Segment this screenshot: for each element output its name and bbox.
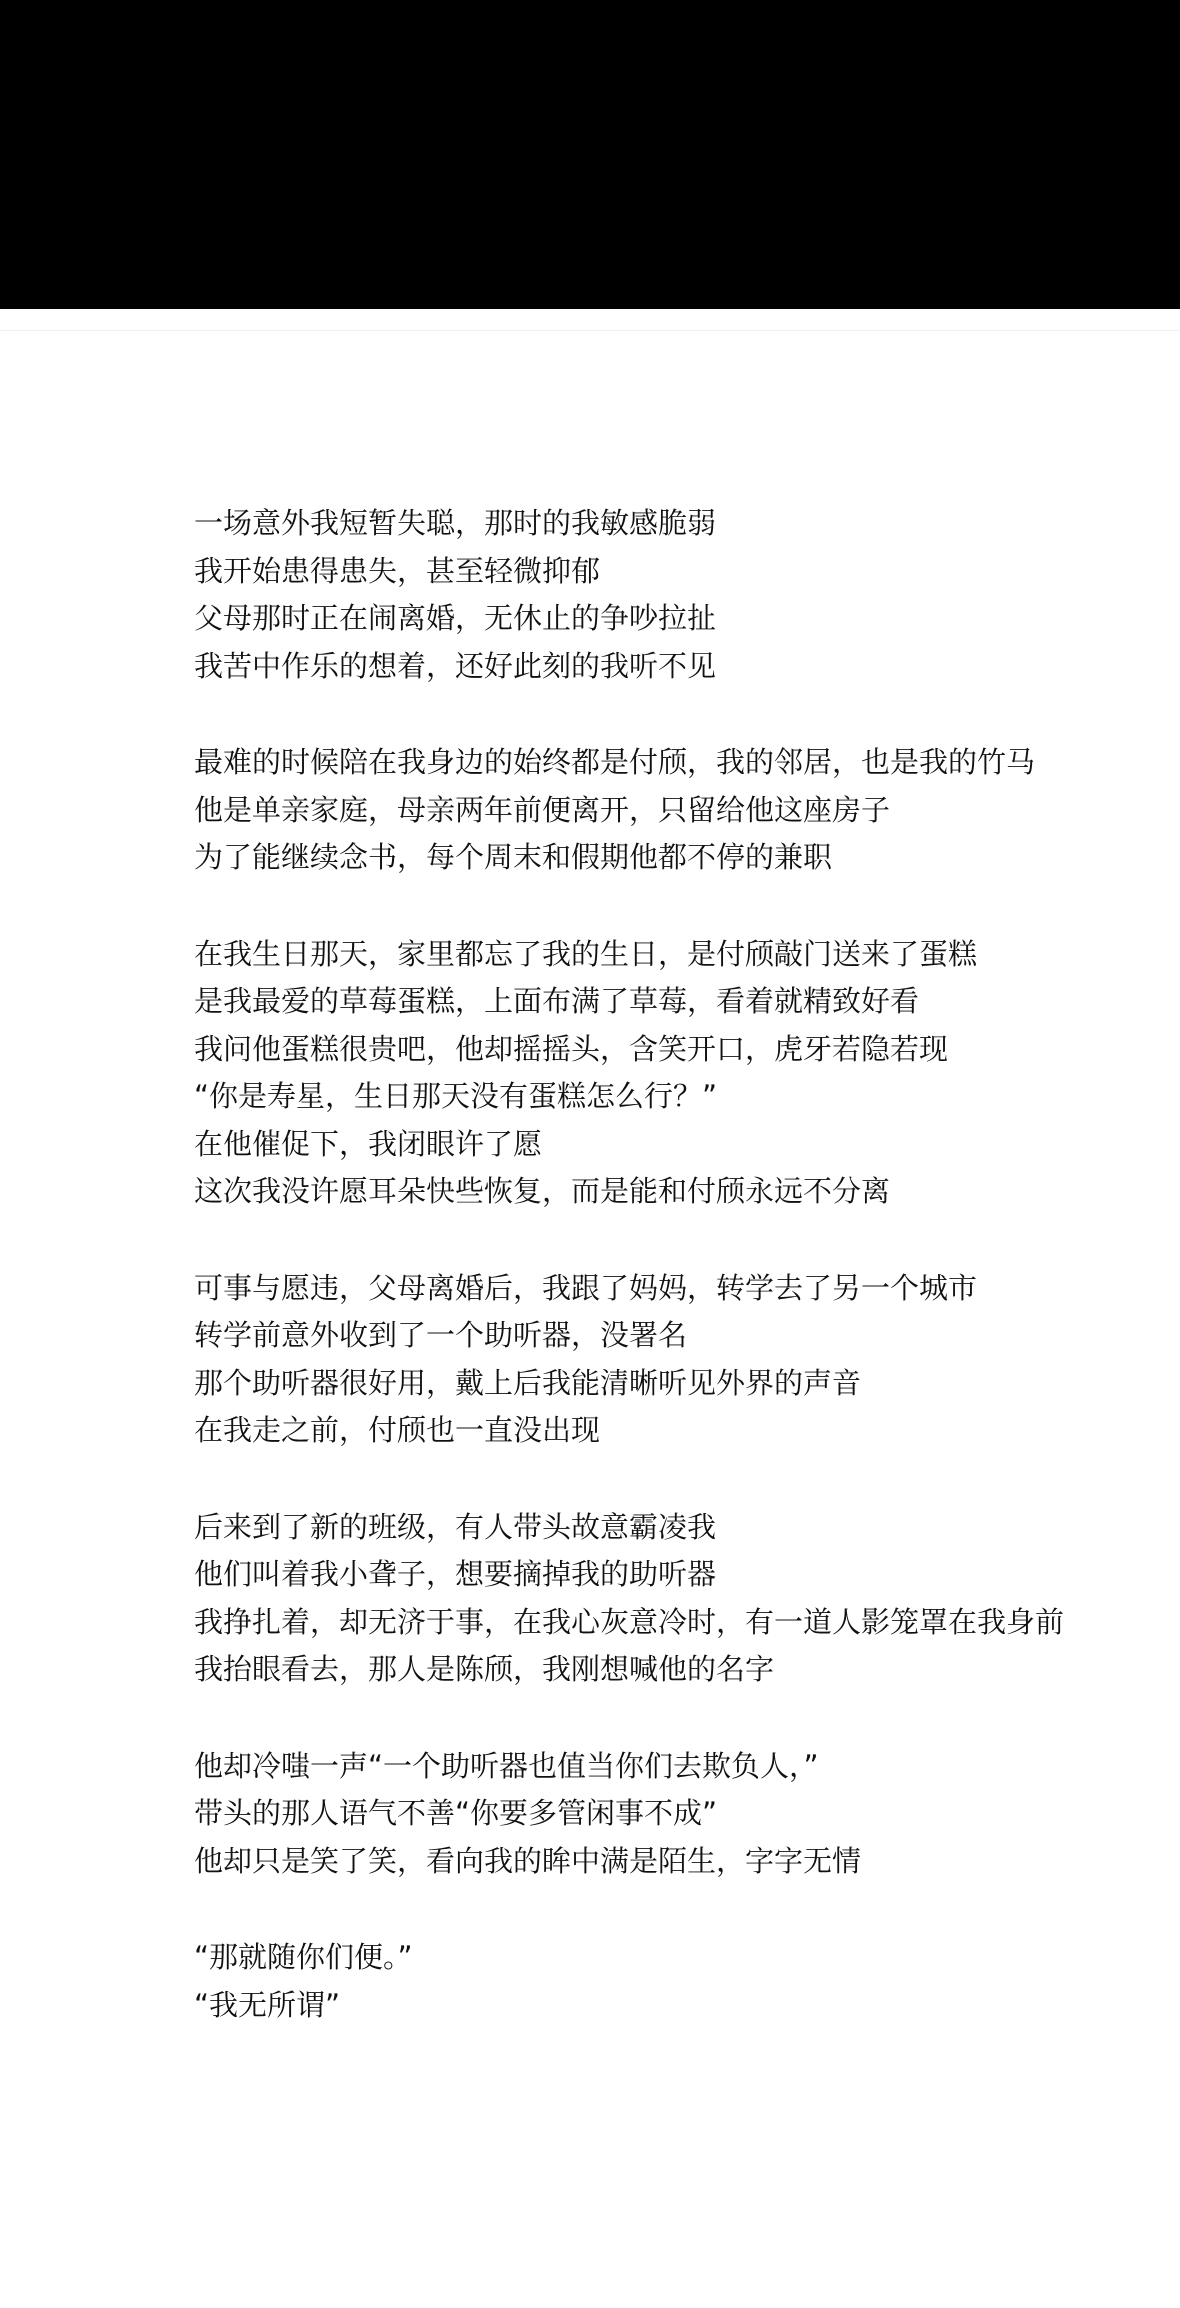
paragraph xyxy=(194,1265,1154,1455)
text-line: 他却只是笑了笑，看向我的眸中满是陌生，字字无情 xyxy=(194,1843,862,1878)
text-line: 转学前意外收到了一个助听器，没署名 xyxy=(194,1318,688,1352)
text-line: 可事与愿违，父母离婚后，我跟了妈妈，转学去了另一个城市 xyxy=(194,1270,978,1305)
text-line: 那个助听器很好用，戴上后我能清晰听见外界的声音 xyxy=(194,1365,862,1400)
paragraph xyxy=(194,1934,1154,2029)
paragraph xyxy=(194,500,1154,690)
text-line: 后来到了新的班级，有人带头故意霸凌我 xyxy=(194,1509,717,1544)
top-black-bar xyxy=(0,0,1180,309)
text-line: 他是单亲家庭，母亲两年前便离开，只留给他这座房子 xyxy=(194,792,891,827)
text-line: 我挣扎着，却无济于事，在我心灰意冷时，有一道人影笼罩在我身前 xyxy=(194,1604,1065,1639)
text-line: 一场意外我短暂失聪，那时的我敏感脆弱 xyxy=(194,506,717,540)
header-divider xyxy=(0,330,1180,331)
paragraph xyxy=(194,1504,1154,1694)
text-line: 为了能继续念书，每个周末和假期他都不停的兼职 xyxy=(194,840,833,874)
text-line: 在我走之前，付颀也一直没出现 xyxy=(194,1413,601,1447)
text-line: 我抬眼看去，那人是陈颀，我刚想喊他的名字 xyxy=(194,1652,775,1686)
story-text xyxy=(194,500,1154,2078)
paragraph xyxy=(194,1743,1154,1886)
text-line: 他却冷嗤一声“一个助听器也值当你们去欺负人，” xyxy=(194,1748,819,1783)
paragraph xyxy=(194,931,1154,1216)
text-line: 在他催促下，我闭眼许了愿 xyxy=(194,1126,543,1161)
text-line: 我问他蛋糕很贵吧，他却摇摇头，含笑开口，虎牙若隐若现 xyxy=(194,1031,949,1066)
text-line: 我开始患得患失，甚至轻微抑郁 xyxy=(194,553,601,588)
text-line: 带头的那人语气不善“你要多管闲事不成” xyxy=(194,1796,718,1830)
text-line: 他们叫着我小聋子，想要摘掉我的助听器 xyxy=(194,1557,717,1591)
text-line: 最难的时候陪在我身边的始终都是付颀，我的邻居，也是我的竹马 xyxy=(194,745,1036,779)
text-line: 在我生日那天，家里都忘了我的生日，是付颀敲门送来了蛋糕 xyxy=(194,936,978,971)
text-line: 是我最爱的草莓蛋糕，上面布满了草莓，看着就精致好看 xyxy=(194,984,920,1018)
text-line: “我无所谓” xyxy=(194,1987,341,2022)
paragraph xyxy=(194,739,1154,882)
text-line: 我苦中作乐的想着，还好此刻的我听不见 xyxy=(194,648,717,683)
text-line: “那就随你们便。” xyxy=(194,1940,413,1974)
text-line: 这次我没许愿耳朵快些恢复，而是能和付颀永远不分离 xyxy=(194,1174,891,1208)
text-line: “你是寿星，生日那天没有蛋糕怎么行？” xyxy=(194,1079,718,1113)
text-line: 父母那时正在闹离婚，无休止的争吵拉扯 xyxy=(194,601,717,635)
